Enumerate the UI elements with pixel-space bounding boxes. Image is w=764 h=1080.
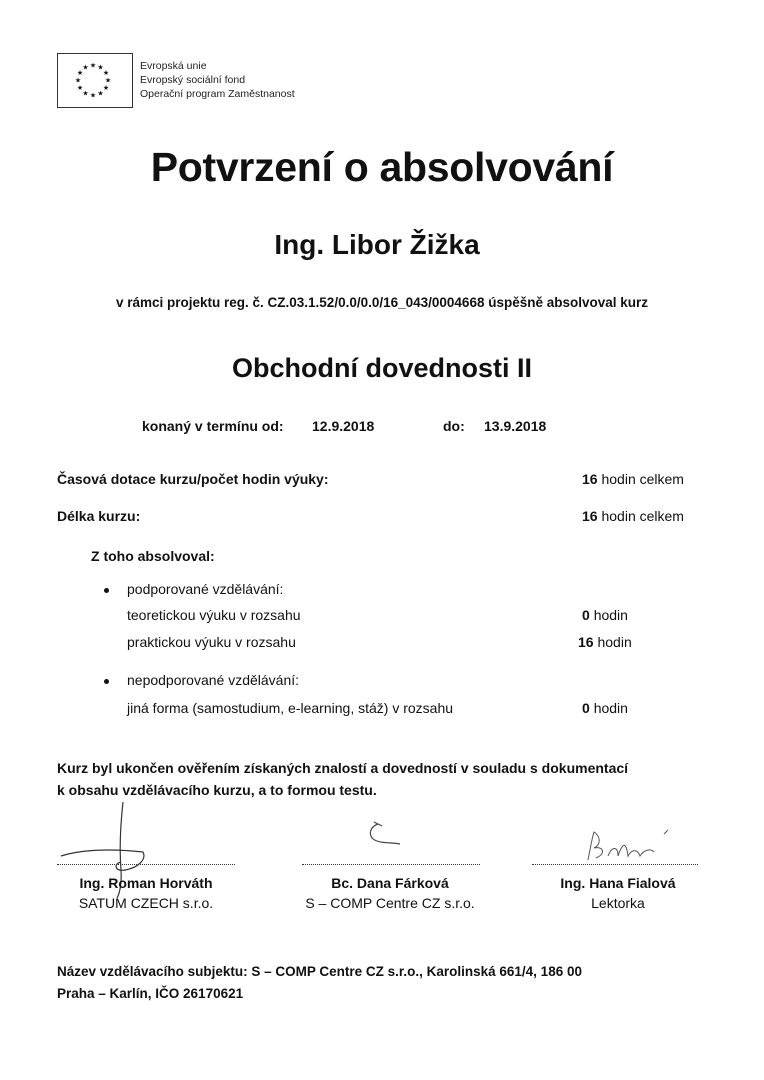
eu-star-icon: ★ xyxy=(76,84,84,92)
term-to-label: do: xyxy=(443,418,465,434)
eu-flag-logo xyxy=(57,53,133,108)
eu-logo-line: Operační program Zaměstnanost xyxy=(140,88,295,100)
eu-star-icon: ★ xyxy=(89,61,97,70)
eu-logo-line: Evropská unie xyxy=(140,60,207,72)
eu-star-icon: ★ xyxy=(82,89,89,98)
signature-org-fialova: Lektorka xyxy=(591,895,645,911)
signature-name-farkova: Bc. Dana Fárková xyxy=(331,875,449,891)
theory-label: teoretickou výuku v rozsahu xyxy=(127,607,301,623)
practice-unit: hodin xyxy=(597,634,632,650)
eu-star-icon: ★ xyxy=(102,69,110,77)
signature-line xyxy=(302,864,480,865)
unsupported-label: nepodporované vzdělávání: xyxy=(127,672,300,688)
conclusion-text xyxy=(57,757,628,801)
eu-star-icon: ★ xyxy=(104,76,112,85)
signature-org-farkova: S – COMP Centre CZ s.r.o. xyxy=(305,895,475,911)
practice-number: 16 xyxy=(578,634,594,650)
signature-name-horvath: Ing. Roman Horváth xyxy=(79,875,213,891)
conclusion-line: Kurz byl ukončen ověřením získaných znalostí a dovedností v souladu s dokumentací xyxy=(57,760,629,776)
delka-label: Délka kurzu: xyxy=(57,508,141,524)
footer-line: Praha – Karlín, IČO 26170621 xyxy=(57,986,244,1001)
dotace-value xyxy=(582,471,684,487)
signature-fialova-mark xyxy=(582,828,682,868)
eu-star-icon: ★ xyxy=(74,76,82,85)
other-unit: hodin xyxy=(593,700,628,716)
footer-text xyxy=(57,961,697,1005)
dotace-number: 16 xyxy=(582,471,598,487)
eu-stars-icon xyxy=(58,54,132,107)
dotace-label: Časová dotace kurzu/počet hodin výuky: xyxy=(57,471,329,487)
practice-value xyxy=(578,634,632,650)
breakdown-heading: Z toho absolvoval: xyxy=(91,548,215,564)
signature-org-horvath: SATUM CZECH s.r.o. xyxy=(78,895,214,911)
eu-logo-line: Evropský sociální fond xyxy=(140,74,246,86)
signature-line xyxy=(532,864,698,865)
other-label: jiná forma (samostudium, e-learning, stáž) v rozsahu xyxy=(127,700,454,716)
eu-star-icon: ★ xyxy=(102,84,110,92)
eu-star-icon: ★ xyxy=(82,63,89,72)
theory-number: 0 xyxy=(582,607,590,623)
eu-logo-text xyxy=(140,59,295,101)
other-number: 0 xyxy=(582,700,590,716)
eu-star-icon: ★ xyxy=(89,91,97,100)
theory-value xyxy=(582,607,628,623)
recipient-name: Ing. Libor Žižka xyxy=(274,229,480,260)
eu-star-icon: ★ xyxy=(97,63,104,72)
theory-unit: hodin xyxy=(593,607,628,623)
supported-label: podporované vzdělávání: xyxy=(127,581,284,597)
project-line: v rámci projektu reg. č. CZ.03.1.52/0.0/0.0/16_043/0004668 úspěšně absolvoval kurz xyxy=(115,295,649,310)
bullet-icon xyxy=(104,588,109,593)
delka-unit: hodin celkem xyxy=(601,508,684,524)
footer-line: Název vzdělávacího subjektu: S – COMP Centre CZ s.r.o., Karolinská 661/4, 186 00 xyxy=(57,964,582,979)
course-name: Obchodní dovednosti II xyxy=(232,353,532,383)
delka-value xyxy=(582,508,684,524)
signature-farkova-mark xyxy=(360,818,410,858)
practice-label: praktickou výuku v rozsahu xyxy=(127,634,296,650)
term-from-label: konaný v termínu od: xyxy=(142,418,284,434)
eu-star-icon: ★ xyxy=(76,69,84,77)
term-to-value: 13.9.2018 xyxy=(484,418,547,434)
signature-name-fialova: Ing. Hana Fialová xyxy=(560,875,676,891)
delka-number: 16 xyxy=(582,508,598,524)
term-from-value: 12.9.2018 xyxy=(312,418,375,434)
page-title: Potvrzení o absolvování xyxy=(150,144,614,190)
signature-line xyxy=(57,864,235,865)
dotace-unit: hodin celkem xyxy=(601,471,684,487)
other-value xyxy=(582,700,628,716)
conclusion-line: k obsahu vzdělávacího kurzu, a to formou testu. xyxy=(57,782,377,798)
eu-star-icon: ★ xyxy=(97,89,104,98)
bullet-icon xyxy=(104,679,109,684)
